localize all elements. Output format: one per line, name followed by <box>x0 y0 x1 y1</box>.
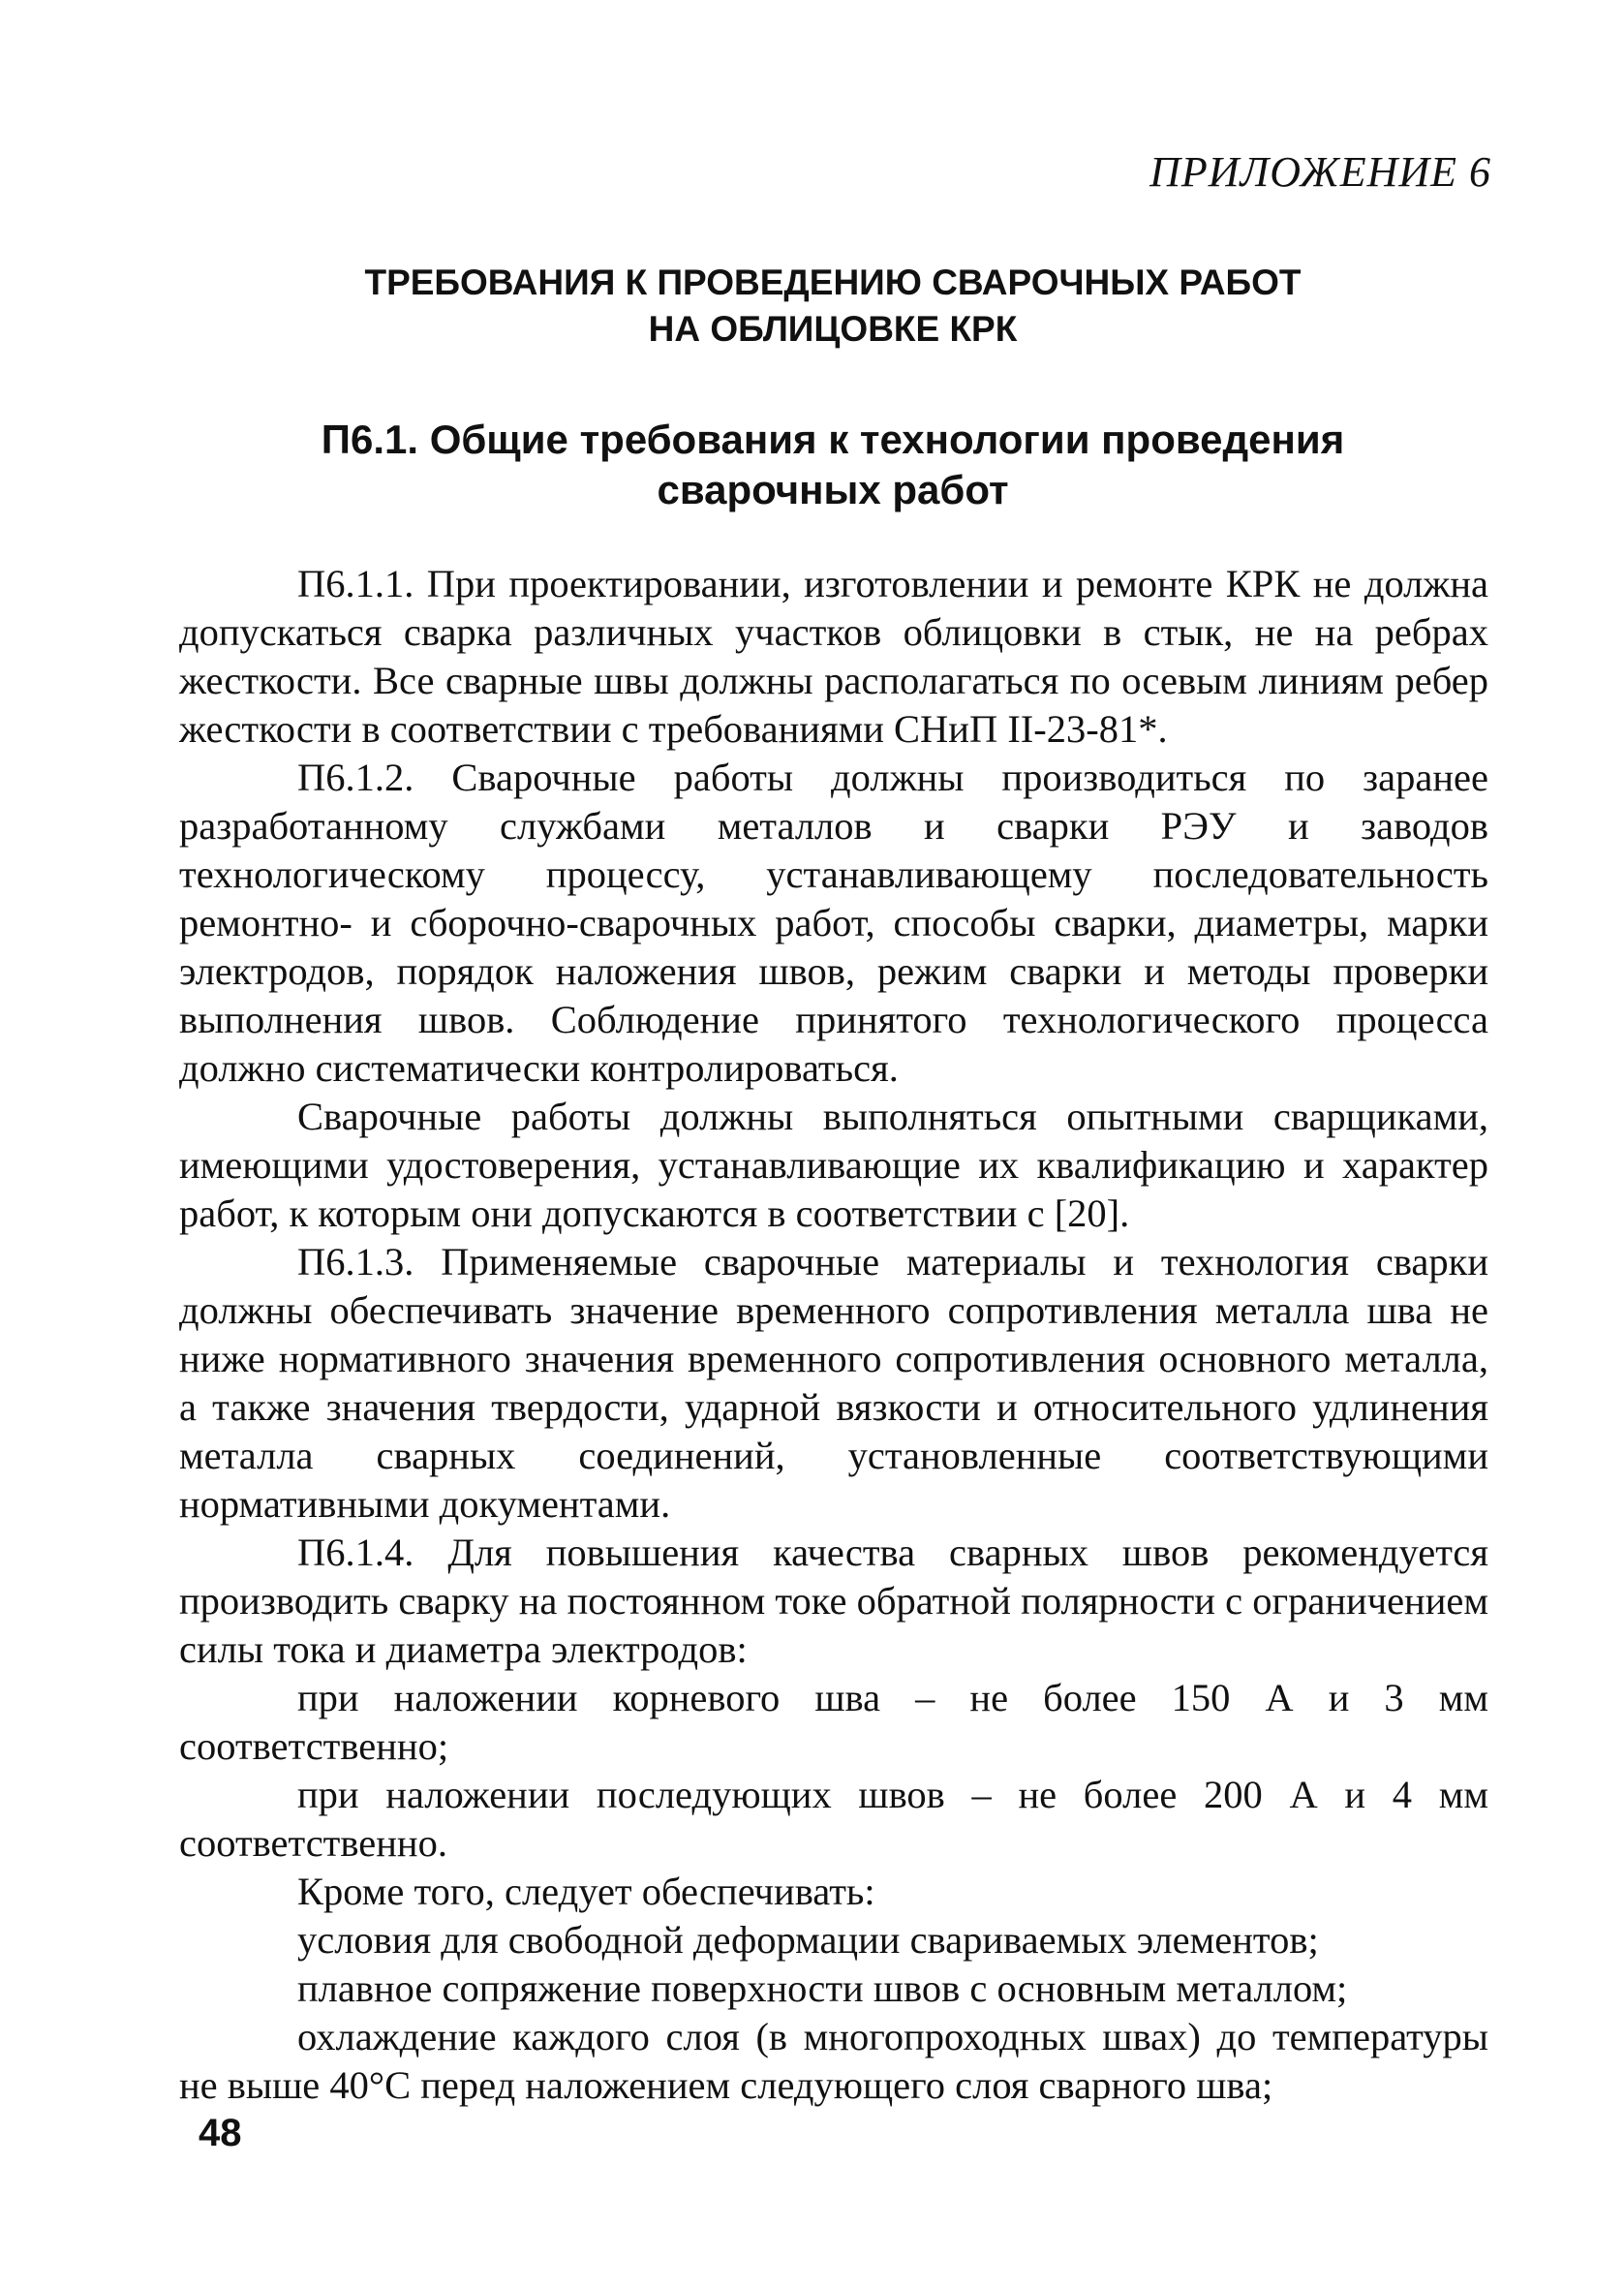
list-item-free-deformation: условия для свободной деформации свариваемых элементов; <box>297 1918 1319 1962</box>
paragraph-p6-1-4: П6.1.4. Для повышения качества сварных швов рекомендуется производить сварку на постоянном токе обратной полярности с ограничением силы тока и диаметра электродов: <box>179 1531 1488 1671</box>
section-heading <box>179 415 1486 515</box>
body-text <box>179 560 1488 2110</box>
paragraph-also-ensure: Кроме того, следует обеспечивать: <box>297 1870 875 1913</box>
list-item-smooth-junction: плавное сопряжение поверхности швов с основным металлом; <box>297 1966 1348 2010</box>
page-number: 48 <box>199 2112 242 2154</box>
title-line-1: ТРЕБОВАНИЯ К ПРОВЕДЕНИЮ СВАРОЧНЫХ РАБОТ <box>364 263 1302 302</box>
appendix-label: ПРИЛОЖЕНИЕ 6 <box>1149 148 1491 196</box>
list-item-layer-cooling: охлаждение каждого слоя (в многопроходных швах) до температуры не выше 40°С перед наложением следующего слоя сварного шва; <box>179 2015 1488 2107</box>
paragraph-p6-1-3: П6.1.3. Применяемые сварочные материалы и технология сварки должны обеспечивать значение временного сопротивления металла шва не ниже нормативного значения временного сопротивления основного металла, а также значения твердости, ударной вязкости и относительного удлинения металла сварных соединений, установленные соответствующими нормативными документами. <box>179 1240 1488 1526</box>
paragraph-welders: Сварочные работы должны выполняться опытными сварщиками, имеющими удостоверения, устанавливающие их квалификацию и характер работ, к которым они допускаются в соответствии с [20]. <box>179 1095 1488 1235</box>
list-item-root-weld: при наложении корневого шва – не более 150 А и 3 мм соответственно; <box>179 1676 1488 1768</box>
paragraph-p6-1-1: П6.1.1. При проектировании, изготовлении и ремонте КРК не должна допускаться сварка различных участков облицовки в стык, не на ребрах жесткости. Все сварные швы должны располагаться по осевым линиям ребер жесткости в соответствии с требованиями СНиП II-23-81*. <box>179 562 1488 751</box>
title-line-2: НА ОБЛИЦОВКЕ КРК <box>648 309 1018 349</box>
paragraph-p6-1-2: П6.1.2. Сварочные работы должны производиться по заранее разработанному службами металлов и сварки РЭУ и заводов технологическому процессу, устанавливающему последовательность ремонтно- и сборочно-сварочных работ, способы сварки, диаметры, марки электродов, порядок наложения швов, режим сварки и методы проверки выполнения швов. Соблюдение принятого технологического процесса должно систематически контролироваться. <box>179 756 1488 1090</box>
list-item-subsequent-welds: при наложении последующих швов – не более 200 А и 4 мм соответственно. <box>179 1773 1488 1865</box>
document-title <box>179 260 1486 353</box>
section-heading-line-2: сварочных работ <box>657 467 1009 512</box>
section-heading-line-1: П6.1. Общие требования к технологии проведения <box>321 417 1345 462</box>
